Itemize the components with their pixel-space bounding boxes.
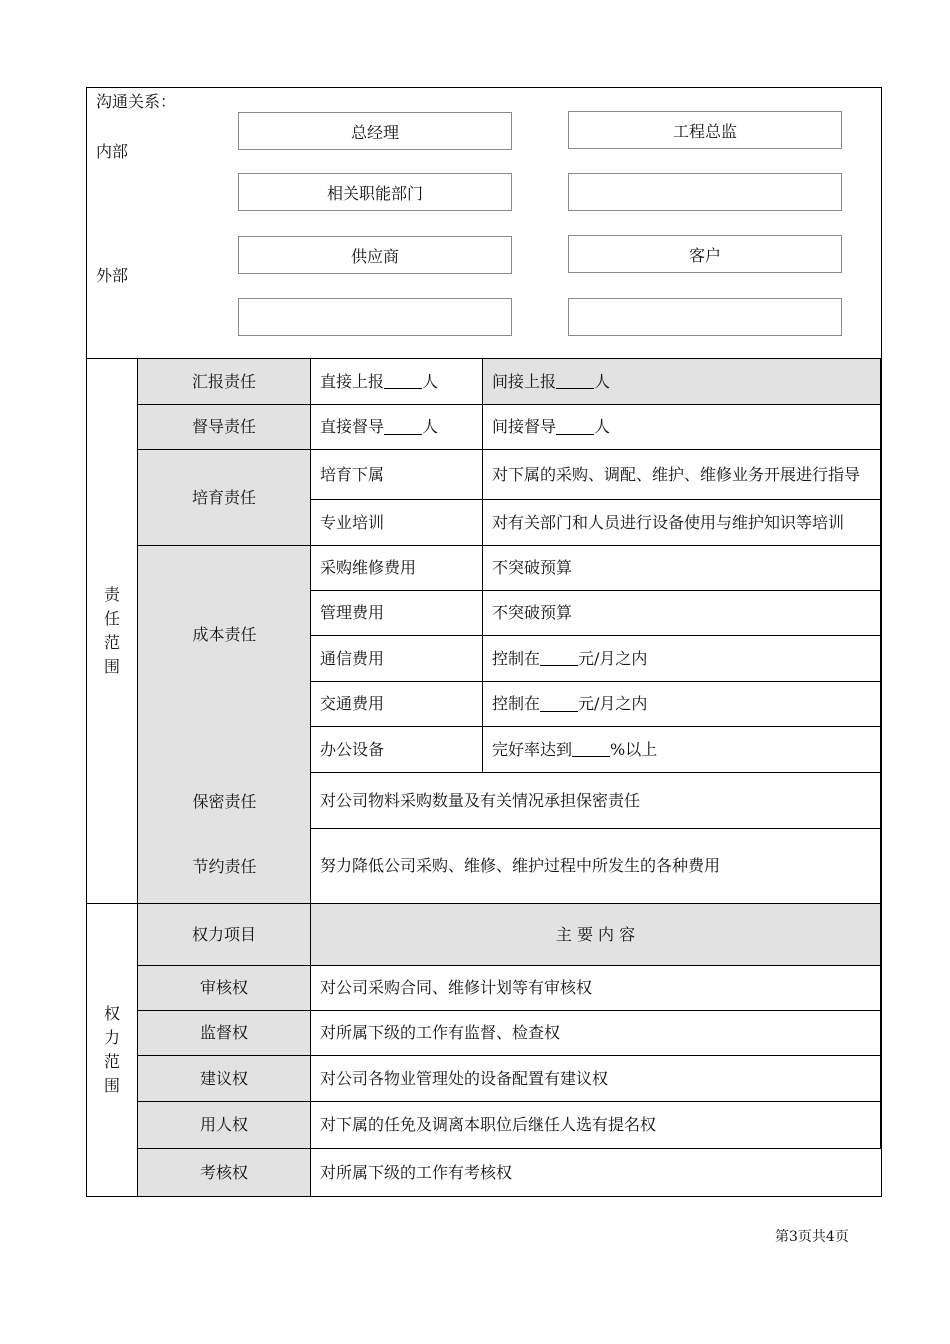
cultivate-item-desc: 对有关部门和人员进行设备使用与维护知识等培训 [483, 500, 881, 546]
cost-item-value [483, 682, 881, 727]
cost-item-value-post: 元/月之内 [578, 648, 648, 668]
label-char: 责 [103, 585, 120, 604]
authority-header-content: 主 要 内 容 [311, 904, 881, 966]
cost-item-value [483, 727, 881, 773]
cost-item-value-text: 不突破预算 [492, 603, 573, 622]
cost-item-value-text: 不突破预算 [492, 558, 573, 577]
page-number: 第3页共4页 [775, 1229, 849, 1245]
authority-row-desc: 对所属下级的工作有监督、检查权 [311, 1011, 881, 1056]
fill-blank [556, 420, 594, 435]
cost-item-name: 管理费用 [311, 591, 483, 636]
report-direct-post: 人 [422, 371, 439, 391]
confidential-label: 保密责任 [192, 792, 257, 811]
authority-row-name: 审核权 [138, 966, 311, 1011]
fill-blank [540, 697, 578, 712]
contact-box-related-departments: 相关职能部门 [238, 173, 512, 211]
contact-box-empty [568, 173, 842, 211]
supervise-direct [311, 405, 483, 450]
report-indirect-pre: 间接上报 [492, 371, 557, 391]
label-char: 任 [103, 609, 120, 628]
cultivate-label: 培育责任 [138, 450, 311, 546]
label-char: 范 [103, 1052, 120, 1071]
cultivate-item-name: 专业培训 [311, 500, 483, 546]
authority-row-desc: 对公司采购合同、维修计划等有审核权 [311, 966, 881, 1011]
report-direct-pre: 直接上报 [320, 371, 385, 391]
contact-box-customer: 客户 [568, 235, 842, 273]
contact-box-empty [238, 298, 512, 336]
cost-item-name: 通信费用 [311, 636, 483, 682]
label-char: 围 [103, 1076, 120, 1095]
report-indirect [483, 359, 881, 405]
supervise-indirect-post: 人 [594, 417, 611, 436]
report-indirect-post: 人 [594, 371, 611, 391]
authority-row-desc: 对所属下级的工作有考核权 [320, 1162, 513, 1182]
supervise-label: 督导责任 [138, 405, 311, 450]
supervise-direct-pre: 直接督导 [320, 417, 385, 436]
authority-row-name: 建议权 [138, 1056, 311, 1102]
supervise-indirect-pre: 间接督导 [492, 417, 557, 436]
fill-blank [556, 374, 594, 389]
cost-item-value-post: %以上 [610, 739, 658, 759]
contact-box-engineering-director: 工程总监 [568, 111, 842, 149]
authority-header-item: 权力项目 [138, 904, 311, 966]
supervise-indirect [483, 405, 881, 450]
cost-item-value-pre: 控制在 [492, 694, 541, 713]
confidential-desc: 对公司物料采购数量及有关情况承担保密责任 [311, 773, 881, 829]
cultivate-item-desc: 对下属的采购、调配、维护、维修业务开展进行指导 [483, 450, 881, 500]
cost-label-column [138, 546, 311, 904]
label-char: 力 [103, 1028, 120, 1047]
report-direct [311, 359, 483, 405]
authority-row-name: 考核权 [138, 1149, 311, 1196]
cost-item-value [483, 546, 881, 591]
supervise-direct-post: 人 [422, 417, 439, 436]
label-char: 权 [103, 1004, 120, 1023]
contact-box-empty [568, 298, 842, 336]
responsibility-section-label [87, 359, 138, 904]
cost-item-value [483, 591, 881, 636]
authority-row-name: 监督权 [138, 1011, 311, 1056]
label-char: 范 [103, 633, 120, 652]
saving-label: 节约责任 [192, 857, 257, 876]
fill-blank [384, 374, 422, 389]
external-label: 外部 [96, 266, 129, 285]
cost-item-name: 交通费用 [311, 682, 483, 727]
cost-item-name: 办公设备 [311, 727, 483, 773]
authority-row-desc: 对公司各物业管理处的设备配置有建议权 [311, 1056, 881, 1102]
authority-section-label [87, 904, 138, 1196]
contact-box-supplier: 供应商 [238, 236, 512, 274]
fill-blank [540, 651, 578, 666]
fill-blank [572, 742, 610, 757]
cost-item-value [483, 636, 881, 682]
saving-desc: 努力降低公司采购、维修、维护过程中所发生的各种费用 [311, 829, 881, 904]
cultivate-item-name: 培育下属 [311, 450, 483, 500]
authority-row-name: 用人权 [138, 1102, 311, 1149]
cost-label: 成本责任 [192, 625, 257, 644]
cost-item-value-pre: 控制在 [492, 648, 541, 668]
communication-title: 沟通关系： [96, 92, 177, 111]
cost-item-value-post: 元/月之内 [578, 694, 648, 713]
cost-item-value-pre: 完好率达到 [492, 739, 573, 759]
cost-item-name: 采购维修费用 [311, 546, 483, 591]
report-label: 汇报责任 [138, 359, 311, 405]
authority-row-desc: 对下属的任免及调离本职位后继任人选有提名权 [311, 1102, 881, 1149]
internal-label: 内部 [96, 142, 129, 161]
label-char: 围 [103, 657, 120, 676]
fill-blank [384, 420, 422, 435]
contact-box-general-manager: 总经理 [238, 112, 512, 150]
